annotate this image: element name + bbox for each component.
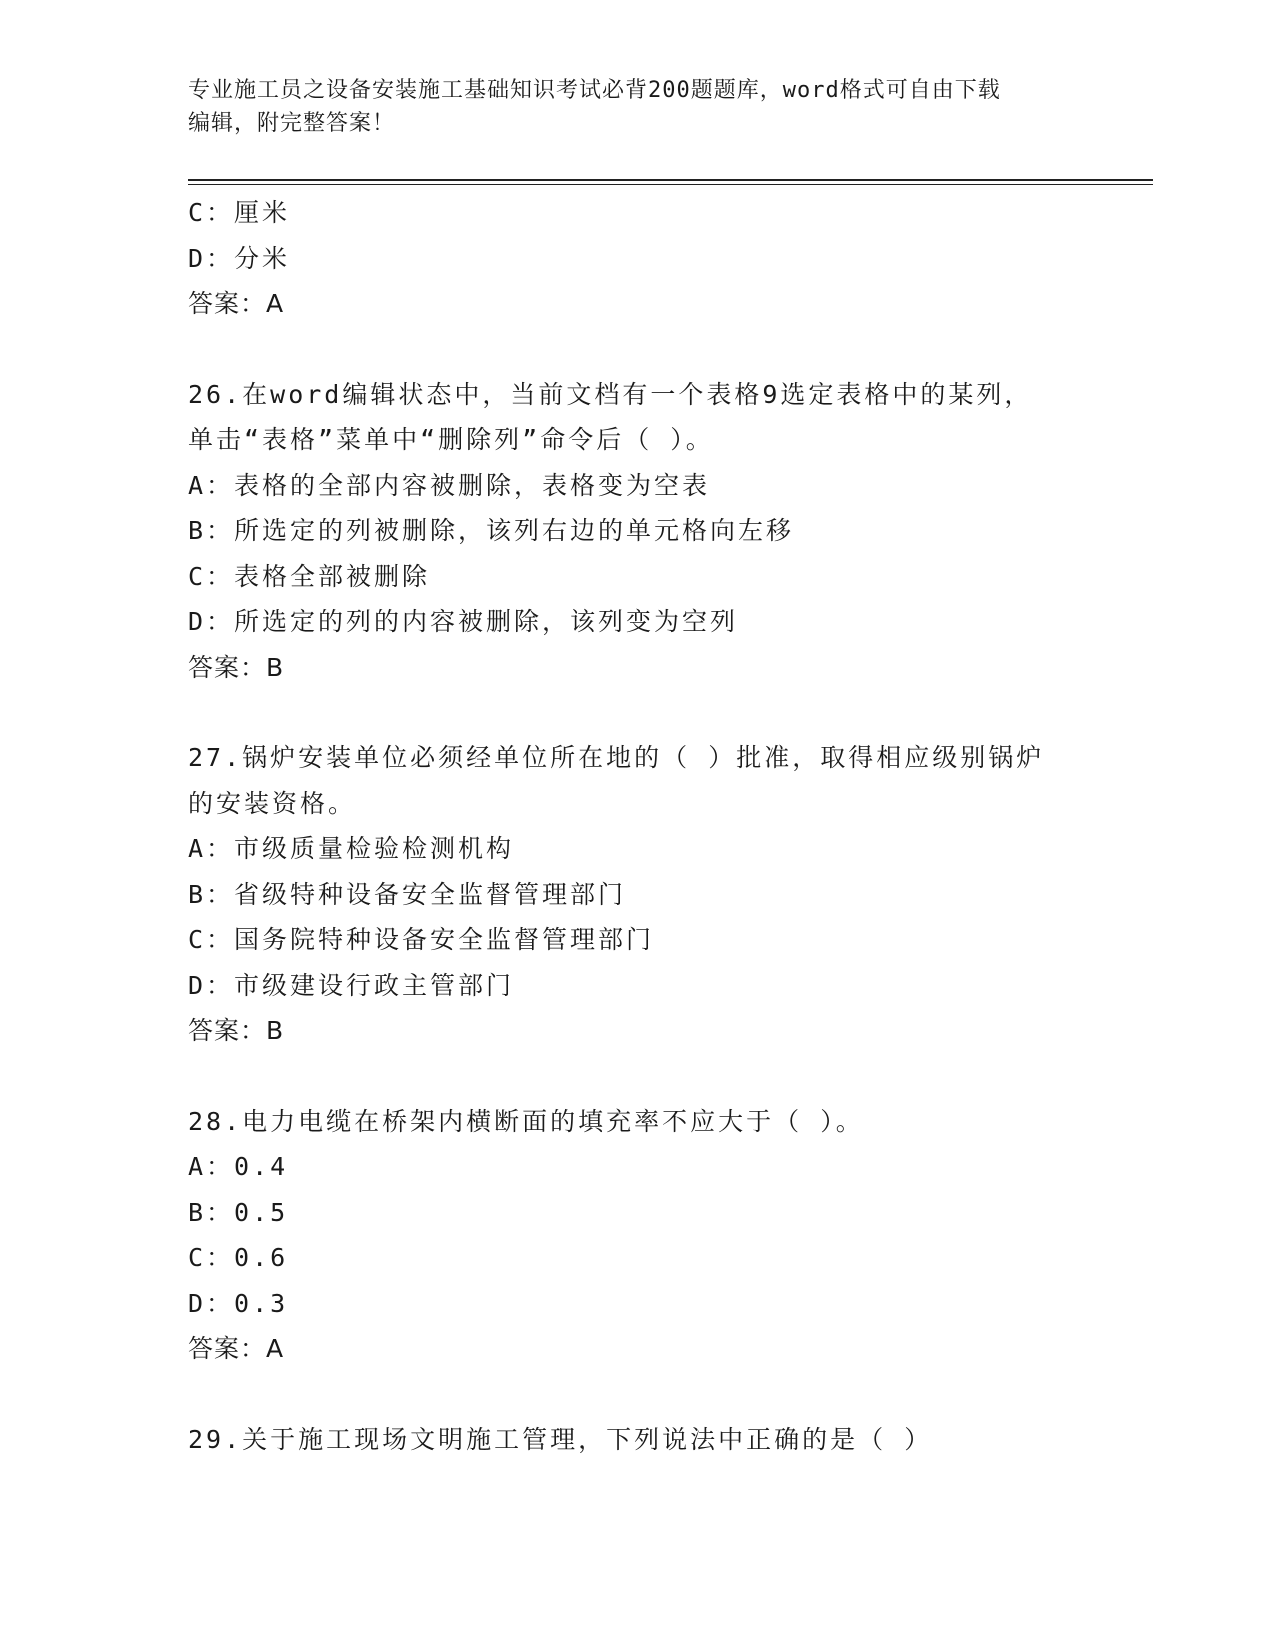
question-text: 单击“表格”菜单中“删除列”命令后（ ）。	[188, 425, 714, 454]
option-line: B：0.5	[188, 1197, 289, 1227]
option-line: A：表格的全部内容被删除，表格变为空表	[188, 470, 711, 500]
spacer	[188, 690, 1148, 735]
option-line: B：省级特种设备安全监督管理部门	[188, 879, 627, 909]
header-line-2: 编辑，附完整答案！	[188, 111, 396, 136]
question-text: 29.关于施工现场文明施工管理，下列说法中正确的是（ ）	[188, 1424, 933, 1454]
answer-line: 答案：A	[188, 289, 285, 318]
question-text: 26.在word编辑状态中，当前文档有一个表格9选定表格中的某列，	[188, 379, 1033, 409]
option-line: C：0.6	[188, 1243, 289, 1272]
spacer	[188, 1372, 1148, 1417]
option-line: C：厘米	[188, 198, 291, 227]
question-text: 的安装资格。	[188, 788, 357, 818]
question-block	[188, 1099, 1148, 1372]
document-header	[188, 74, 1088, 140]
header-rule-thin	[188, 184, 1153, 185]
question-block	[188, 1417, 1148, 1463]
option-line: C：表格全部被删除	[188, 561, 431, 591]
answer-line: 答案：B	[188, 1016, 285, 1045]
option-line: A：0.4	[188, 1152, 289, 1181]
answer-line: 答案：A	[188, 1334, 285, 1363]
answer-line: 答案：B	[188, 652, 285, 682]
option-line: A：市级质量检验检测机构	[188, 834, 515, 863]
option-line: B：所选定的列被删除，该列右边的单元格向左移	[188, 516, 795, 545]
spacer	[188, 327, 1148, 372]
question-block	[188, 372, 1148, 691]
question-text: 27.锅炉安装单位必须经单位所在地的（ ）批准，取得相应级别锅炉	[188, 743, 1045, 772]
option-line: D：市级建设行政主管部门	[188, 970, 515, 1000]
option-line: D：所选定的列的内容被删除，该列变为空列	[188, 607, 739, 636]
header-rule-thick	[188, 179, 1153, 181]
document-body	[188, 190, 1148, 1462]
spacer	[188, 1054, 1148, 1099]
header-line-1: 专业施工员之设备安装施工基础知识考试必背200题题库，word格式可自由下载	[188, 78, 1001, 103]
option-line: D：分米	[188, 243, 291, 273]
question-text: 28.电力电缆在桥架内横断面的填充率不应大于（ ）。	[188, 1106, 864, 1136]
question-block	[188, 735, 1148, 1054]
option-line: D：0.3	[188, 1288, 289, 1318]
option-line: C：国务院特种设备安全监督管理部门	[188, 925, 655, 954]
